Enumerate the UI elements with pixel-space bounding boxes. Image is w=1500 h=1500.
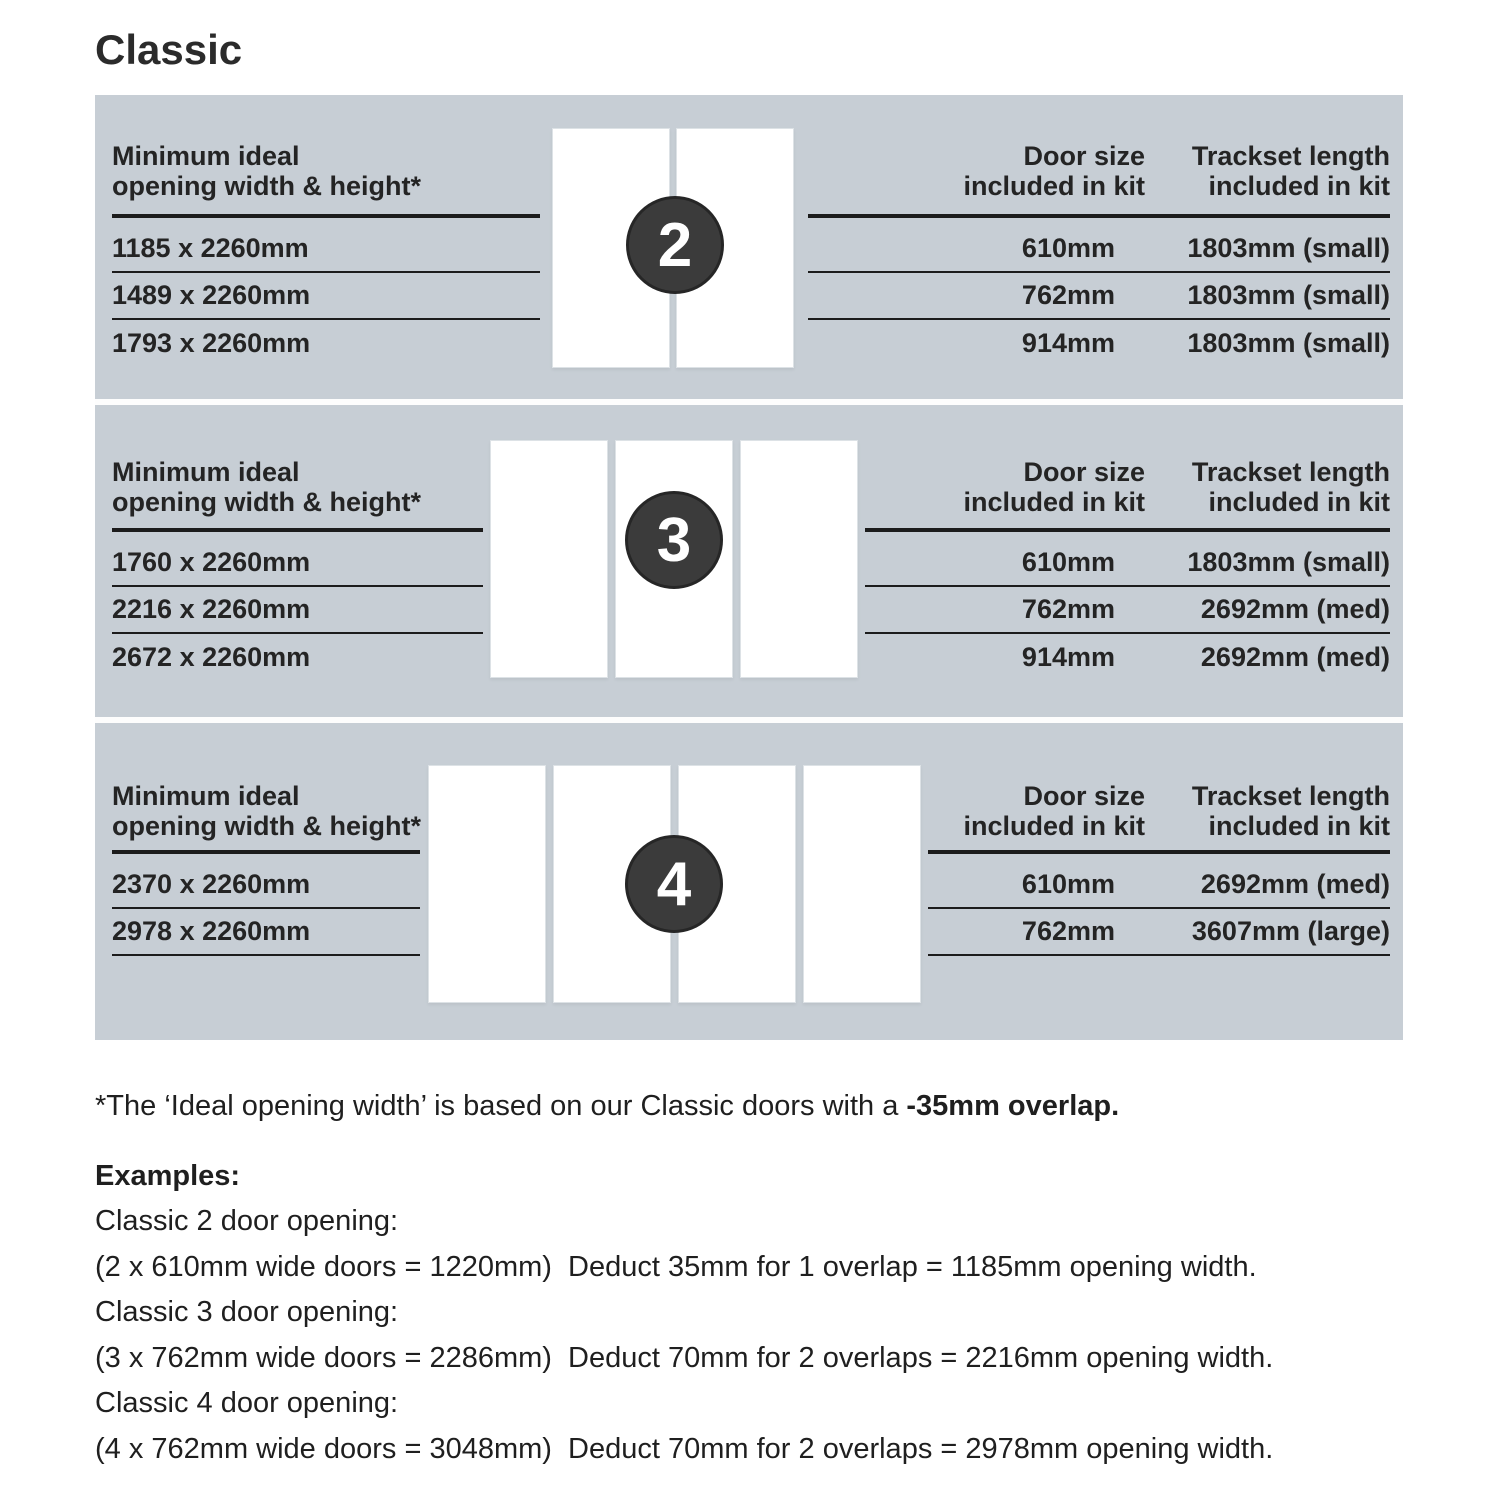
footnote-text: *The ‘Ideal opening width’ is based on our Classic doors with a [95, 1090, 907, 1122]
kit-columns-underline [928, 850, 1390, 854]
door-panel [490, 440, 608, 678]
door-size-header-line1: Door size [1023, 781, 1145, 811]
kit-rows [808, 226, 1390, 367]
opening-size-rows [112, 226, 540, 367]
opening-size-header-line1: Minimum ideal [112, 141, 300, 171]
door-count-label: 4 [656, 849, 692, 919]
trackset-header-line2: included in kit [1208, 171, 1390, 201]
opening-size-row: 2978 x 2260mm [112, 909, 420, 956]
door-size-value: 914mm [1021, 642, 1115, 672]
examples-heading: Examples: [95, 1160, 241, 1192]
opening-size-row: 2216 x 2260mm [112, 587, 483, 634]
example-line: (2 x 610mm wide doors = 1220mm) Deduct 35mm for 1 overlap = 1185mm opening width. [95, 1250, 1257, 1283]
trackset-header [1155, 141, 1390, 201]
door-size-header [808, 141, 1145, 201]
trackset-header-line2: included in kit [1208, 811, 1390, 841]
door-size-header-line1: Door size [1023, 141, 1145, 171]
kit-rows [865, 540, 1390, 681]
trackset-header [1155, 457, 1390, 517]
opening-size-header-line2: opening width & height* [112, 487, 421, 517]
opening-size-row: 2672 x 2260mm [112, 642, 311, 672]
opening-size-header-line2: opening width & height* [112, 811, 421, 841]
door-count-label: 2 [657, 210, 693, 280]
trackset-value: 1803mm (small) [1187, 328, 1390, 358]
kit-row [808, 226, 1390, 273]
trackset-header-line1: Trackset length [1191, 457, 1390, 487]
trackset-value: 1803mm (small) [1187, 233, 1390, 263]
footnote-bold: -35mm overlap. [906, 1090, 1120, 1122]
door-size-value: 762mm [1021, 594, 1115, 624]
door-count-badge [625, 491, 723, 589]
trackset-value: 2692mm (med) [1200, 594, 1390, 624]
trackset-header-line1: Trackset length [1191, 141, 1390, 171]
door-size-value: 610mm [1021, 547, 1115, 577]
opening-size-row: 1489 x 2260mm [112, 273, 540, 320]
example-line: Classic 3 door opening: [95, 1296, 399, 1329]
kit-row [865, 634, 1390, 681]
opening-size-row: 1760 x 2260mm [112, 540, 483, 587]
door-size-header-line1: Door size [1023, 457, 1145, 487]
example-line: Classic 4 door opening: [95, 1387, 399, 1420]
trackset-header-line1: Trackset length [1191, 781, 1390, 811]
door-size-header-line2: included in kit [963, 487, 1145, 517]
door-size-value: 914mm [1021, 328, 1115, 358]
opening-size-row: 1185 x 2260mm [112, 226, 540, 273]
opening-size-rows [112, 862, 420, 956]
trackset-header [1155, 781, 1390, 841]
door-size-header-line2: included in kit [963, 811, 1145, 841]
footnote [95, 1090, 1119, 1122]
door-size-header [808, 781, 1145, 841]
door-count-badge [626, 196, 724, 294]
door-size-value: 610mm [1021, 869, 1115, 899]
door-size-value: 762mm [1021, 916, 1115, 946]
trackset-value: 2692mm (med) [1200, 642, 1390, 672]
trackset-value: 1803mm (small) [1187, 280, 1390, 310]
opening-size-underline [112, 850, 420, 854]
kit-row [928, 909, 1390, 956]
opening-size-header-line1: Minimum ideal [112, 457, 300, 487]
door-panel [428, 765, 546, 1003]
opening-size-header [112, 141, 542, 201]
spec-panel [95, 95, 1403, 1040]
door-count-badge [625, 835, 723, 933]
kit-row [865, 540, 1390, 587]
kit-row [865, 587, 1390, 634]
kit-row [928, 862, 1390, 909]
opening-size-header [112, 457, 542, 517]
example-line: (4 x 762mm wide doors = 3048mm) Deduct 70mm for 2 overlaps = 2978mm opening width. [95, 1432, 1274, 1465]
page-title: Classic [95, 26, 243, 73]
kit-row [808, 320, 1390, 367]
example-line: (3 x 762mm wide doors = 2286mm) Deduct 70mm for 2 overlaps = 2216mm opening width. [95, 1341, 1274, 1374]
trackset-value: 1803mm (small) [1187, 547, 1390, 577]
opening-size-header-line2: opening width & height* [112, 171, 421, 201]
kit-columns-underline [808, 214, 1390, 218]
example-line: Classic 2 door opening: [95, 1205, 399, 1237]
trackset-value: 2692mm (med) [1200, 869, 1390, 899]
opening-size-row: 2370 x 2260mm [112, 862, 420, 909]
opening-size-row: 1793 x 2260mm [112, 328, 311, 358]
kit-rows [928, 862, 1390, 956]
opening-size-header-line1: Minimum ideal [112, 781, 300, 811]
section-divider [95, 399, 1403, 405]
opening-size-rows [112, 540, 483, 681]
kit-columns-underline [865, 528, 1390, 532]
door-count-label: 3 [656, 505, 692, 575]
door-size-header [808, 457, 1145, 517]
opening-size-underline [112, 214, 540, 218]
trackset-value: 3607mm (large) [1191, 916, 1390, 946]
trackset-header-line2: included in kit [1208, 487, 1390, 517]
door-size-header-line2: included in kit [963, 171, 1145, 201]
door-size-value: 762mm [1021, 280, 1115, 310]
section-divider [95, 717, 1403, 723]
door-size-value: 610mm [1021, 233, 1115, 263]
examples-list [95, 1199, 1273, 1473]
kit-row [808, 273, 1390, 320]
opening-size-underline [112, 528, 483, 532]
